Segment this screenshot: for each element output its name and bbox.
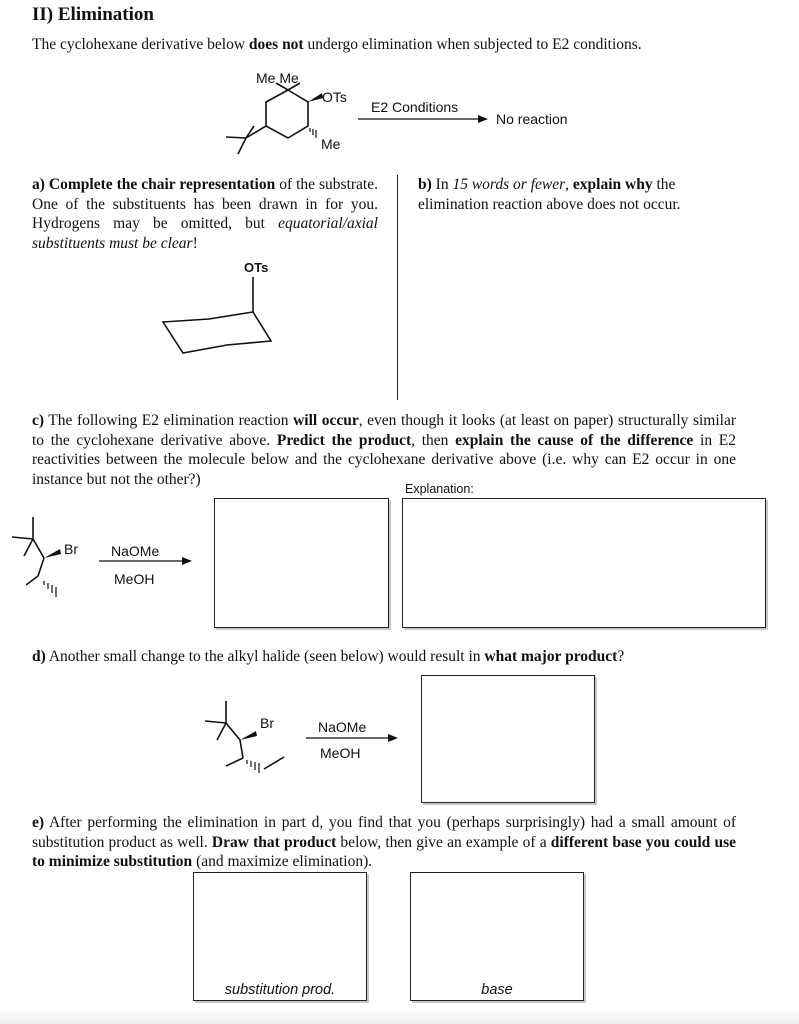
major-product-answer-box[interactable] [421, 675, 595, 803]
solvent-label: MeOH [114, 571, 155, 587]
chair-representation [0, 255, 400, 365]
chair-ots-label: OTs [244, 260, 269, 275]
explanation-answer-box[interactable] [402, 498, 766, 628]
hash-bond-icon [247, 760, 259, 773]
me-label: Me [321, 136, 341, 152]
part-d-text: d) Another small change to the alkyl halide (seen below) would result in what major product? [32, 648, 625, 665]
br-label: Br [64, 541, 78, 557]
arrow-head-icon [478, 115, 488, 123]
substitution-product-answer-box[interactable] [193, 872, 367, 1001]
wedge-bond-icon [308, 93, 323, 102]
no-reaction-label: No reaction [496, 111, 568, 127]
wedge-bond-icon [240, 731, 257, 740]
reagent-label: NaOMe [111, 543, 160, 559]
ots-label: OTs [322, 89, 347, 105]
column-divider [397, 175, 398, 400]
hash-bond-icon [44, 581, 56, 597]
part-c-reaction [0, 515, 210, 605]
section-title: II) Elimination [32, 4, 154, 25]
arrow-head-icon [388, 734, 398, 742]
base-answer-box[interactable] [410, 872, 584, 1001]
reagent-label: NaOMe [318, 719, 367, 735]
arrow-head-icon [182, 557, 192, 565]
base-caption: base [481, 982, 513, 998]
br-label: Br [260, 715, 274, 731]
part-c-text: c) The following E2 elimination reaction will occur, even though it looks (at least on paper) structurally similar to the cyclohexane derivative above. Predict the product, then explain the cause of the difference in E2 reactivities between the molecule below and the cyclohexane derivative above (i.e. why can E2 occur in one instance but not the other?) [32, 412, 736, 488]
product-answer-box[interactable] [214, 498, 389, 628]
hash-bond-icon [310, 128, 316, 138]
part-e-text: e) After performing the elimination in part d, you find that you (perhaps surprisingly) had a small amount of substitution product as well. Draw that product below, then give an example of a different base you could use to minimize substitution (and maximize elimination). [32, 814, 737, 870]
part-b-text: b) In 15 words or fewer, explain why the elimination reaction above does not occur. [418, 176, 681, 213]
cyclohexane-ring [226, 83, 308, 154]
e2-conditions-label: E2 Conditions [371, 99, 459, 115]
solvent-label: MeOH [320, 745, 361, 761]
me-me-label: Me Me [256, 70, 299, 86]
part-a-text: a) Complete the chair representation of the substrate. One of the substituents has been drawn in for you. Hydrogens may be omitted, but equatorial/axial substituents must be clear! [32, 176, 378, 252]
page-bottom-edge [0, 1008, 799, 1024]
top-reaction-scheme [0, 0, 799, 175]
part-d-reaction [0, 695, 420, 785]
intro-text: The cyclohexane derivative below does not undergo elimination when subjected to E2 conditions. [32, 36, 642, 53]
explanation-label: Explanation: [405, 482, 474, 496]
wedge-bond-icon [44, 549, 61, 558]
substitution-prod-caption: substitution prod. [224, 982, 336, 998]
chair-ring [163, 312, 271, 353]
